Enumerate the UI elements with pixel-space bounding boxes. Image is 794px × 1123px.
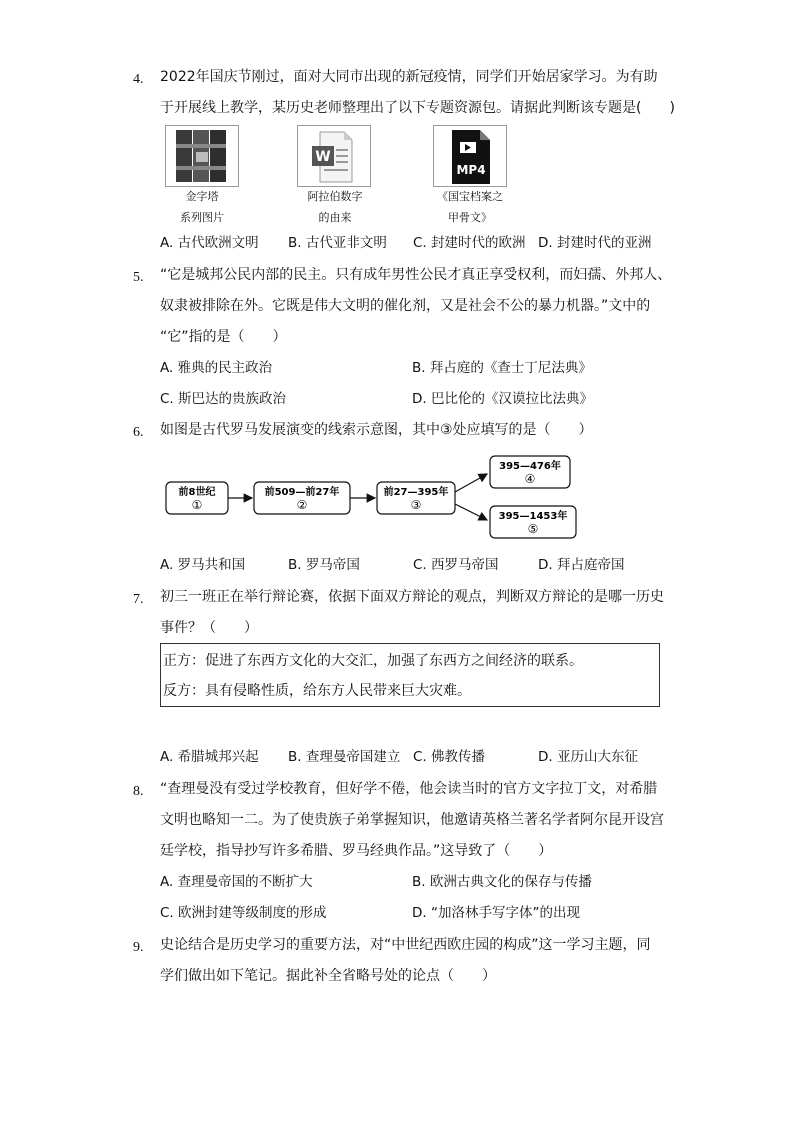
node-mark: ③ xyxy=(410,498,422,512)
word-document-icon xyxy=(297,125,371,187)
option-a[interactable]: A. 雅典的民主政治 xyxy=(160,360,273,376)
option-b[interactable]: B. 查理曼帝国建立 xyxy=(288,749,401,765)
question-number: 4. xyxy=(133,72,144,87)
option-b[interactable]: B. 罗马帝国 xyxy=(288,557,360,573)
option-c[interactable]: C. 封建时代的欧洲 xyxy=(413,235,526,251)
question-text: 初三一班正在举行辩论赛，依据下面双方辩论的观点，判断双方辩论的是哪一历史 xyxy=(160,589,664,605)
rome-timeline-diagram xyxy=(160,452,600,544)
option-a[interactable]: A. 查理曼帝国的不断扩大 xyxy=(160,874,313,890)
node-label: 前27—395年 xyxy=(383,487,449,498)
debate-box xyxy=(160,643,660,707)
question-text: 文明也略知一二。为了使贵族子弟掌握知识，他邀请英格兰著名学者阿尔昆开设宫 xyxy=(160,812,664,828)
option-d[interactable]: D. 亚历山大东征 xyxy=(538,749,638,765)
con-statement: 反方：具有侵略性质，给东方人民带来巨大灾难。 xyxy=(163,683,471,699)
node-label: 395—1453年 xyxy=(498,511,568,522)
node-mark: ⑤ xyxy=(527,522,539,536)
option-c[interactable]: C. 欧洲封建等级制度的形成 xyxy=(160,905,327,921)
question-text: 事件？（ ） xyxy=(160,620,258,636)
question-text: “查理曼没有受过学校教育，但好学不倦，他会读当时的官方文字拉丁文，对希腊 xyxy=(160,781,658,797)
node-mark: ② xyxy=(296,498,308,512)
question-number: 7. xyxy=(133,592,144,607)
option-d[interactable]: D. 拜占庭帝国 xyxy=(538,557,625,573)
option-c[interactable]: C. 佛教传播 xyxy=(413,749,486,765)
question-text: 于开展线上教学，某历史老师整理出了以下专题资源包。请据此判断该专题是( ) xyxy=(160,100,675,116)
option-b[interactable]: B. 拜占庭的《查士丁尼法典》 xyxy=(412,360,592,376)
node-label: 前509—前27年 xyxy=(264,487,340,498)
option-b[interactable]: B. 古代亚非文明 xyxy=(288,235,387,251)
resource-caption: 阿拉伯数字 的由来 xyxy=(307,190,363,224)
option-b[interactable]: B. 欧洲古典文化的保存与传播 xyxy=(412,874,592,890)
mp4-file-icon xyxy=(433,125,507,187)
mp4-label: MP4 xyxy=(456,163,486,177)
question-text: 史论结合是历史学习的重要方法，对“中世纪西欧庄园的构成”这一学习主题，同 xyxy=(160,937,651,953)
question-text: “它”指的是（ ） xyxy=(160,329,287,345)
question-number: 8. xyxy=(133,784,144,799)
question-text: 奴隶被排除在外。它既是伟大文明的催化剂，又是社会不公的暴力机器。”文中的 xyxy=(160,298,651,314)
option-a[interactable]: A. 希腊城邦兴起 xyxy=(160,749,259,765)
question-number: 6. xyxy=(133,425,144,440)
node-label: 395—476年 xyxy=(499,461,561,472)
option-d[interactable]: D. 封建时代的亚洲 xyxy=(538,235,652,251)
pro-statement: 正方：促进了东西方文化的大交汇，加强了东西方之间经济的联系。 xyxy=(163,653,583,669)
option-d[interactable]: D. “加洛林手写字体”的出现 xyxy=(412,905,580,921)
question-text: 如图是古代罗马发展演变的线索示意图，其中③处应填写的是（ ） xyxy=(160,422,593,438)
question-text: 廷学校，指导抄写许多希腊、罗马经典作品。”这导致了（ ） xyxy=(160,843,553,859)
option-a[interactable]: A. 古代欧洲文明 xyxy=(160,235,259,251)
diagram-arrow xyxy=(455,474,487,492)
option-a[interactable]: A. 罗马共和国 xyxy=(160,557,246,573)
resource-caption: 金字塔 系列图片 xyxy=(180,190,224,224)
option-d[interactable]: D. 巴比伦的《汉谟拉比法典》 xyxy=(412,391,593,407)
question-text: 2022年国庆节刚过，面对大同市出现的新冠疫情，同学们开始居家学习。为有助 xyxy=(160,69,658,85)
option-c[interactable]: C. 斯巴达的贵族政治 xyxy=(160,391,287,407)
svg-text:W: W xyxy=(315,149,331,165)
question-number: 9. xyxy=(133,940,144,955)
question-text: “它是城邦公民内部的民主。只有成年男性公民才真正享受权利，而妇孺、外邦人、 xyxy=(160,267,672,283)
option-c[interactable]: C. 西罗马帝国 xyxy=(413,557,499,573)
question-number: 5. xyxy=(133,270,144,285)
resource-caption: 《国宝档案之 甲骨文》 xyxy=(437,190,503,224)
diagram-arrow xyxy=(455,504,487,520)
node-mark: ① xyxy=(191,498,203,512)
node-mark: ④ xyxy=(524,472,536,486)
books-icon xyxy=(165,125,239,187)
node-label: 前8世纪 xyxy=(178,487,216,498)
question-text: 学们做出如下笔记。据此补全省略号处的论点（ ） xyxy=(160,968,496,984)
